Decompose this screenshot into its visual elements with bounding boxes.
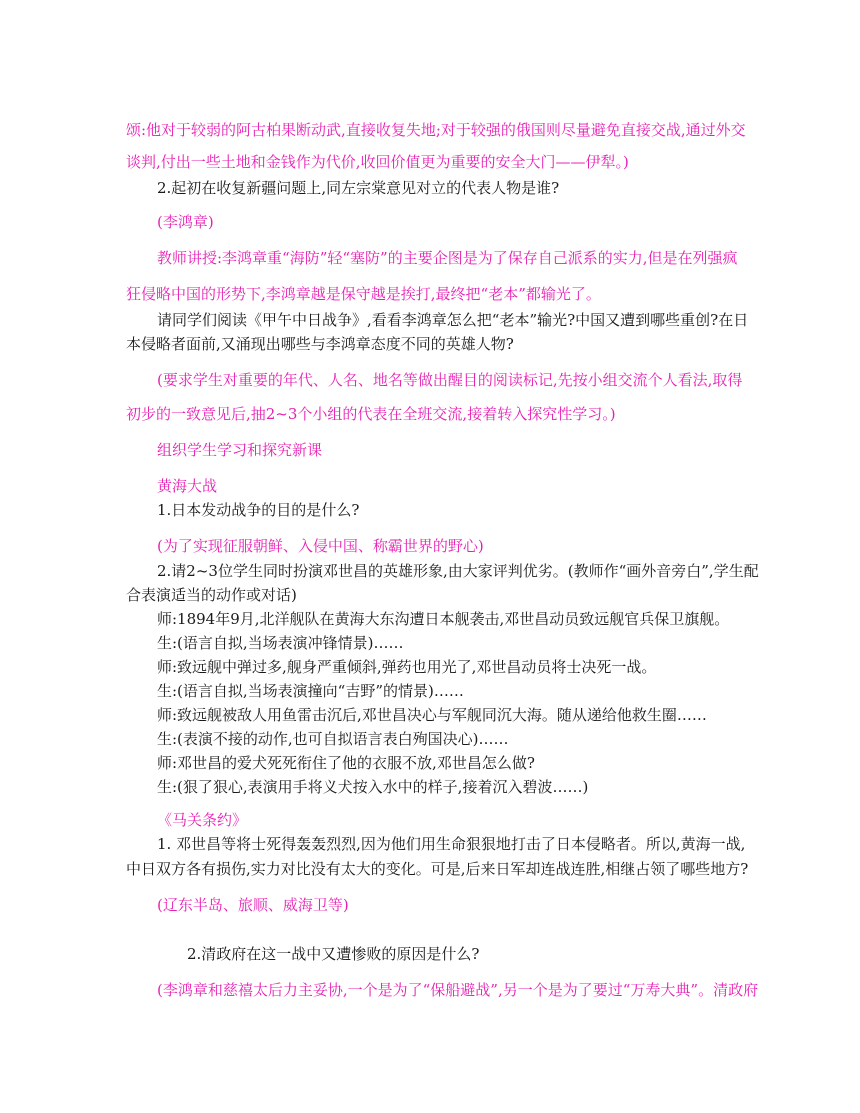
text-line: 谈判,付出一些土地和金钱作为代价,收回价值更为重要的安全大门——伊犁。) — [126, 153, 629, 171]
text-line: 颂:他对于较弱的阿古柏果断动武,直接收复失地;对于较强的俄国则尽量避免直接交战,通过外交 — [126, 121, 746, 139]
text-line: 合表演适当的动作或对话) — [126, 586, 297, 604]
answer-line: (为了实现征服朝鲜、入侵中国、称霸世界的野心) — [157, 537, 484, 555]
dialogue-line: 生:(语言自拟,当场表演撞向“吉野”的情景)…… — [157, 682, 464, 700]
text-line: 请同学们阅读《甲午中日战争》,看看李鸿章怎么把“老本”输光?中国又遭到哪些重创?在日 — [157, 311, 749, 329]
text-line: (要求学生对重要的年代、人名、地名等做出醒目的阅读标记,先按小组交流个人看法,取得 — [157, 371, 743, 389]
question-line: 1.日本发动战争的目的是什么? — [157, 501, 360, 519]
answer-line: (李鸿章和慈禧太后力主妥协,一个是为了“保船避战”,另一个是为了要过“万寿大典”。清政府 — [157, 981, 759, 999]
dialogue-line: 生:(表演不接的动作,也可自拟语言表白殉国决心)…… — [157, 730, 509, 748]
section-heading: 组织学生学习和探究新课 — [157, 441, 323, 459]
dialogue-line: 生:(语言自拟,当场表演冲锋情景)…… — [157, 634, 404, 652]
text-line: 本侵略者面前,又涌现出哪些与李鸿章态度不同的英雄人物? — [126, 335, 514, 353]
question-line: 1. 邓世昌等将士死得轰轰烈烈,因为他们用生命狠狠地打击了日本侵略者。所以,黄海一战, — [157, 835, 746, 853]
section-heading: 黄海大战 — [157, 477, 218, 495]
answer-line: (辽东半岛、旅顺、威海卫等) — [157, 896, 349, 914]
dialogue-line: 师:邓世昌的爱犬死死衔住了他的衣服不放,邓世昌怎么做? — [157, 754, 535, 772]
text-line: 教师讲授:李鸿章重“海防”轻“塞防”的主要企图是为了保存自己派系的实力,但是在列强疯 — [157, 249, 738, 267]
dialogue-line: 师:1894年9月,北洋舰队在黄海大东沟遭日本舰袭击,邓世昌动员致远舰官兵保卫旗舰。 — [157, 610, 730, 628]
dialogue-line: 生:(狠了狠心,表演用手将义犬按入水中的样子,接着沉入碧波……) — [157, 778, 589, 796]
text-line: 初步的一致意见后,抽2~3个小组的代表在全班交流,接着转入探究性学习。) — [126, 405, 616, 423]
question-line: 2.起初在收复新疆问题上,同左宗棠意见对立的代表人物是谁? — [157, 179, 560, 197]
question-line: 2.清政府在这一战中又遭惨败的原因是什么? — [187, 945, 480, 963]
section-heading: 《马关条约》 — [157, 811, 248, 829]
text-line: 狂侵略中国的形势下,李鸿章越是保守越是挨打,最终把“老本”都输光了。 — [126, 285, 601, 303]
answer-line: (李鸿章) — [157, 213, 214, 231]
dialogue-line: 师:致远舰中弹过多,舰身严重倾斜,弹药也用光了,邓世昌动员将士决死一战。 — [157, 658, 657, 676]
question-line: 中日双方各有损伤,实力对比没有太大的变化。可是,后来日军却连战连胜,相继占领了哪些地方? — [126, 860, 749, 878]
dialogue-line: 师:致远舰被敌人用鱼雷击沉后,邓世昌决心与军舰同沉大海。随从递给他救生圈…… — [157, 706, 707, 724]
text-line: 2.请2~3位学生同时扮演邓世昌的英雄形象,由大家评判优劣。(教师作“画外音旁白”,学生配 — [157, 562, 759, 580]
